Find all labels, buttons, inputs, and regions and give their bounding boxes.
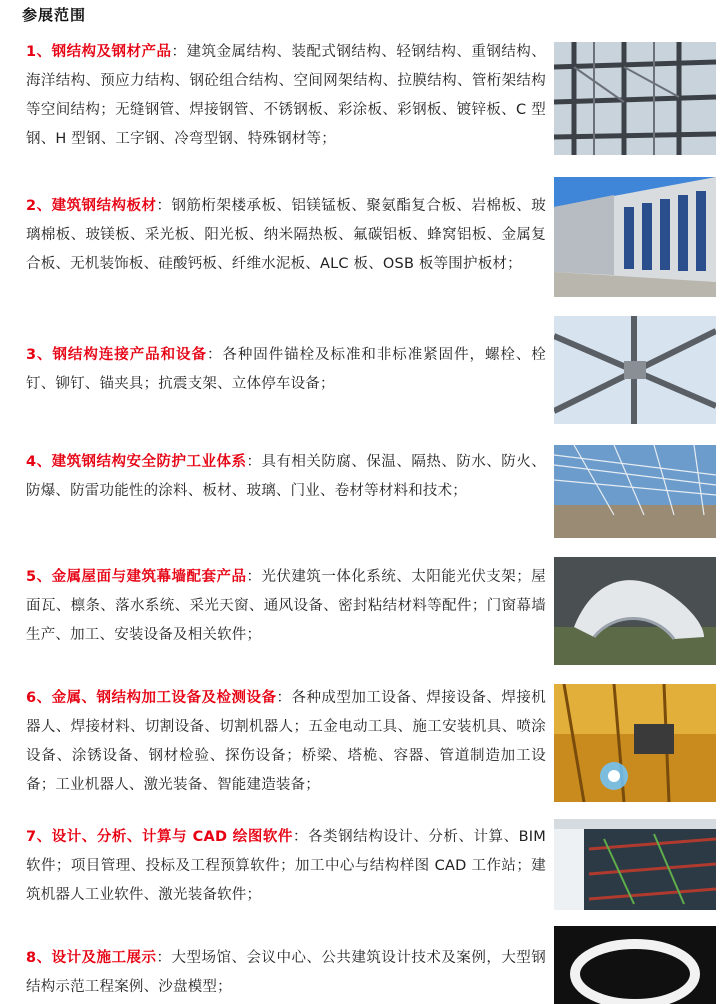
item-separator: ： — [276, 690, 292, 706]
item-number: 1、 — [26, 44, 52, 60]
item-category: 金属、钢结构加工设备及检测设备 — [51, 690, 277, 706]
item-description: 各种成型加工设备、焊接设备、焊接机器人、焊接材料、切割设备、切割机器人；五金电动工具、施工安装机具、喷涂设备、涂锈设备、钢材检验、探伤设备；桥梁、塔桅、容器、管道制造加工设备；工业机器人、激光装备、智能建造装备； — [26, 690, 547, 793]
item-description: 大型场馆、会议中心、公共建筑设计技术及案例，大型钢结构示范工程案例、沙盘模型； — [26, 950, 546, 995]
item-category: 钢结构及钢材产品 — [51, 44, 172, 60]
item-text — [26, 192, 546, 279]
item-category: 设计及施工展示 — [51, 950, 157, 966]
list-item — [0, 823, 720, 918]
item-number: 3、 — [26, 347, 53, 363]
item-category: 设计、分析、计算与 CAD 绘图软件 — [51, 829, 293, 845]
list-item — [0, 192, 720, 317]
item-separator: ： — [156, 198, 172, 214]
item-description: 具有相关防腐、保温、隔热、防水、防火、防爆、防雷功能性的涂料、板材、玻璃、门业、卷材等材料和技术； — [26, 454, 546, 499]
item-description: 光伏建筑一体化系统、太阳能光伏支架；屋面瓦、檩条、落水系统、采光天窗、通风设备、密封粘结材料等配件；门窗幕墙生产、加工、安装设备及相关软件； — [26, 569, 546, 643]
clad-building-photo — [554, 177, 716, 297]
item-separator: ： — [206, 347, 223, 363]
item-separator: ： — [246, 569, 262, 585]
list-item — [0, 563, 720, 673]
item-text — [26, 341, 546, 399]
item-number: 2、 — [26, 198, 52, 214]
item-text — [26, 448, 546, 506]
item-number: 8、 — [26, 950, 52, 966]
list-item — [0, 341, 720, 431]
item-category: 金属屋面与建筑幕墙配套产品 — [51, 569, 247, 585]
item-text — [26, 823, 546, 910]
steel-joint-photo — [554, 316, 716, 424]
item-category: 钢结构连接产品和设备 — [52, 347, 207, 363]
item-separator: ： — [171, 44, 187, 60]
item-separator: ： — [156, 950, 172, 966]
item-number: 4、 — [26, 454, 52, 470]
item-category: 建筑钢结构板材 — [51, 198, 157, 214]
welding-photo — [554, 684, 716, 802]
item-description: 建筑金属结构、装配式钢结构、轻钢结构、重钢结构、海洋结构、预应力结构、钢砼组合结构、空间网架结构、拉膜结构、管桁架结构等空间结构；无缝钢管、焊接钢管、不锈钢板、彩涂板、彩钢板、镀锌板、C 型钢、H 型钢、工字钢、冷弯型钢、特殊钢材等； — [26, 44, 546, 147]
item-description: 各种固件锚栓及标准和非标准紧固件，螺栓、栓钉、铆钉、锚夹具；抗震支架、立体停车设备； — [26, 347, 546, 392]
item-category: 建筑钢结构安全防护工业体系 — [51, 454, 247, 470]
steel-frame-photo — [554, 42, 716, 155]
item-separator: ： — [246, 454, 262, 470]
item-text — [26, 944, 546, 1002]
item-text — [26, 38, 546, 154]
item-text — [26, 684, 546, 800]
item-number: 6、 — [26, 690, 52, 706]
item-number: 7、 — [26, 829, 52, 845]
item-text — [26, 563, 546, 650]
space-truss-photo — [554, 445, 716, 538]
list-item — [0, 944, 720, 1004]
page-title: 参展范围 — [22, 6, 87, 24]
item-description: 钢筋桁架楼承板、铝镁锰板、聚氨酯复合板、岩棉板、玻璃棉板、玻镁板、采光板、阳光板、纳米隔热板、氟碳铝板、蜂窝铝板、金属复合板、无机装饰板、硅酸钙板、纤维水泥板、ALC 板、OSB 板等围护板材； — [26, 198, 546, 272]
list-item — [0, 684, 720, 809]
curtain-wall-building-photo — [554, 557, 716, 665]
structure-model-photo — [554, 926, 716, 1004]
item-separator: ： — [292, 829, 309, 845]
list-item — [0, 38, 720, 163]
item-description: 各类钢结构设计、分析、计算、BIM 软件；项目管理、投标及工程预算软件；加工中心与结构样图 CAD 工作站；建筑机器人工业软件、激光装备软件； — [26, 829, 546, 903]
cad-software-screenshot — [554, 819, 716, 910]
item-number: 5、 — [26, 569, 52, 585]
list-item — [0, 448, 720, 543]
